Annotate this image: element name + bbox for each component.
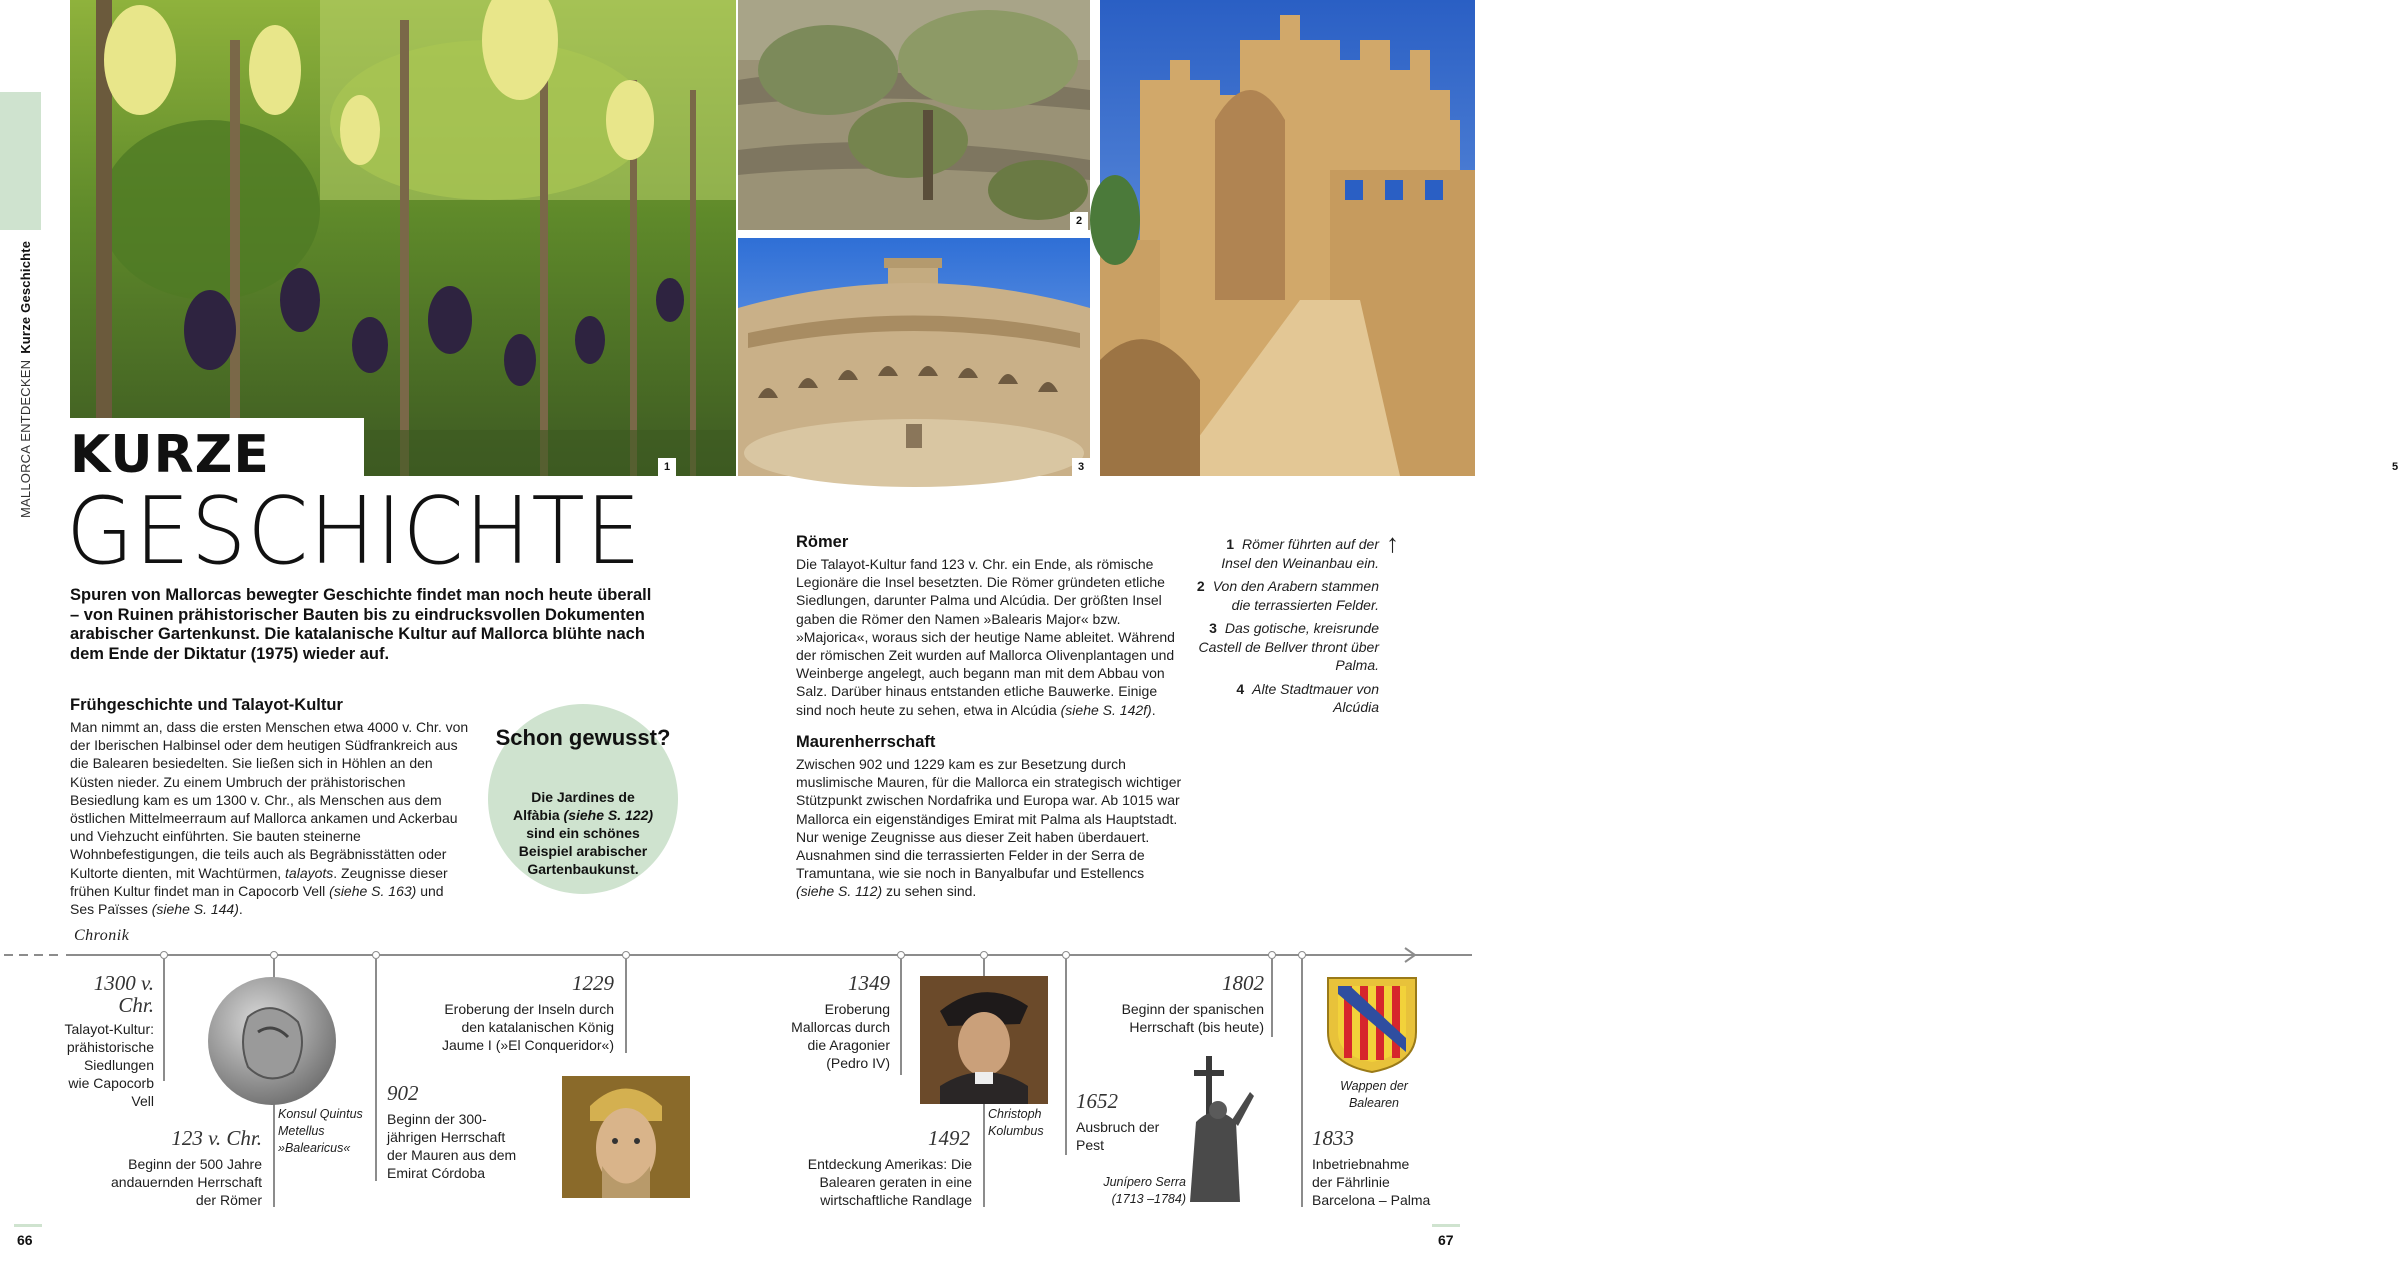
photo-number-5: 5 xyxy=(2386,458,2404,476)
event-123-year: 123 v. Chr. xyxy=(171,1126,262,1150)
page-number-left: 66 xyxy=(17,1232,33,1248)
columbus-portrait xyxy=(920,976,1048,1104)
text-mauren xyxy=(796,755,1186,901)
timeline-tick xyxy=(1298,951,1306,959)
photo-castell-bellver xyxy=(738,238,1090,476)
caption-3 xyxy=(1195,619,1379,675)
event-1652-year: 1652 xyxy=(1076,1089,1118,1113)
event-902-text: Beginn der 300-jährigen Herrschaft der Mauren aus dem Emirat Córdoba xyxy=(387,1111,517,1181)
heading-roemer: Römer xyxy=(796,533,849,551)
photo-captions xyxy=(1195,535,1379,722)
circle-ref: (siehe S. 122) xyxy=(563,807,654,823)
roemer-ref: (siehe S. 142f) xyxy=(1060,701,1152,718)
did-you-know-circle xyxy=(488,704,678,894)
timeline-connector xyxy=(625,959,627,1053)
page-number-right: 67 xyxy=(1438,1232,1454,1248)
did-you-know-heading: Schon gewusst? xyxy=(495,725,671,750)
photo-stadtmauer xyxy=(1100,0,2399,476)
did-you-know-text xyxy=(508,788,658,878)
wappen-caption: Wappen der Balearen xyxy=(1340,1079,1408,1110)
coin-caption: Konsul Quintus Metellus »Balearicus« xyxy=(278,1107,363,1155)
caption-1-num: 1 xyxy=(1226,536,1235,552)
photo-olive-terraces xyxy=(738,0,1090,230)
event-1652-text: Ausbruch der Pest xyxy=(1076,1119,1160,1153)
timeline-tick xyxy=(980,951,988,959)
event-1229-text: Eroberung der Inseln durch den katalanischen König Jaume I (»El Conqueridor«) xyxy=(442,1001,614,1053)
timeline-connector xyxy=(900,959,902,1075)
caption-3-num: 3 xyxy=(1209,620,1217,636)
event-1833-year: 1833 xyxy=(1312,1126,1354,1150)
timeline-tick xyxy=(622,951,630,959)
frueh-text1: Man nimmt an, dass die ersten Menschen etwa 4000 v. Chr. von der Iberischen Halbinsel oder dem heutigen Südfrankreich aus die Balearen besiedelten. Sie ließen sich in Höhlen an den Küsten nieder. Zu einem Umbruch der prähistorischen Besiedlung kam es um 1300 v. Chr., als Menschen aus dem östlichen Mittelmeerraum auf Mallorca ankamen und Ackerbau und Viehzucht einführten. Sie bauten steinerne Wohnbefestigungen, die teils auch als Begräbnisstätten oder Kultorte dienten, mit Wachtürmen, xyxy=(70,719,469,881)
photo-vineyard xyxy=(70,0,736,476)
timeline-arrow-icon xyxy=(1402,946,1420,964)
photo-number-1: 1 xyxy=(658,458,676,476)
circle-text2: sind ein schönes Beispiel arabischer Gartenbaukunst. xyxy=(518,825,648,877)
text-roemer xyxy=(796,555,1186,719)
frueh-text3: und Ses Païsses xyxy=(70,882,444,918)
section-label: MALLORCA ENTDECKEN xyxy=(18,359,33,518)
chapter-label: Kurze Geschichte xyxy=(18,240,33,354)
page-title-line2 xyxy=(66,477,679,585)
caption-3-text: Das gotische, kreisrunde Castell de Bellver thront über Palma. xyxy=(1198,620,1379,673)
arrow-up-icon: ↑ xyxy=(1386,528,1399,558)
event-1802-text: Beginn der spanischen Herrschaft (bis heute) xyxy=(1121,1001,1264,1035)
balearen-coat-of-arms xyxy=(1322,972,1422,1076)
timeline-dash xyxy=(4,954,64,956)
timeline-tick xyxy=(1062,951,1070,959)
heading-mauren: Maurenherrschaft xyxy=(796,733,936,751)
timeline-connector xyxy=(163,959,165,1081)
event-1300-year: 1300 v. Chr. xyxy=(93,971,154,1017)
timeline-tick xyxy=(270,951,278,959)
photo-number-2: 2 xyxy=(1070,212,1088,230)
event-1349-year: 1349 xyxy=(848,971,890,995)
timeline-connector xyxy=(1301,959,1303,1207)
circle-text1: Die Jardines de Alfàbia xyxy=(512,789,635,823)
page-bar-right xyxy=(1432,1224,1460,1227)
mauren-text2: zu sehen sind. xyxy=(886,883,977,900)
event-1492-year: 1492 xyxy=(928,1126,970,1150)
lead-paragraph: Spuren von Mallorcas bewegter Geschichte findet man noch heute überall – von Ruinen prähistorischer Bauten bis zu eindrucksvollen Dokumenten arabischer Gartenkunst. Die katalanische Kultur auf Mallorca blühte nach dem Ende der Diktatur (1975) wieder auf. xyxy=(70,586,652,663)
timeline-tick xyxy=(372,951,380,959)
mauren-text1: Zwischen 902 und 1229 kam es zur Besetzung durch muslimische Mauren, für die Mallorca ein strategisch wichtiger Stützpunkt zwischen Nordafrika und Europa war. Ab 1015 war Mallorca ein eigenständiges Emirat mit Palma als Hauptstadt. Nur wenige Zeugnisse aus dieser Zeit haben überdauert. Ausnahmen sind die terrassierten Felder in der Serra de Tramuntana, wie sie noch in Banyalbufar und Estellencs xyxy=(796,756,1182,882)
caption-1 xyxy=(1195,535,1379,572)
serra-caption: Junípero Serra (1713 –1784) xyxy=(1103,1175,1186,1206)
caption-2-text: Von den Arabern stammen die terrassierten Felder. xyxy=(1212,578,1379,613)
frueh-ref1: (siehe S. 163) xyxy=(329,882,417,899)
page-title-line2-text: GESCHICHTE xyxy=(66,477,642,585)
timeline-label: Chronik xyxy=(74,927,130,944)
page-bar-left xyxy=(14,1224,42,1227)
frueh-ref2: (siehe S. 144) xyxy=(151,901,239,918)
event-1833-text: Inbetriebnahme der Fährlinie Barcelona – Palma xyxy=(1312,1156,1431,1208)
coin-image xyxy=(208,977,336,1105)
roemer-text2: . xyxy=(1151,701,1156,718)
king-portrait xyxy=(562,1076,690,1198)
event-1492-text: Entdeckung Amerikas: Die Balearen geraten in eine wirtschaftliche Randlage xyxy=(807,1156,972,1208)
frueh-text4: . xyxy=(238,901,243,918)
event-1229-year: 1229 xyxy=(572,971,614,995)
event-902-year: 902 xyxy=(387,1081,419,1105)
caption-4-num: 4 xyxy=(1236,680,1245,697)
event-1300-text: Talayot-Kultur: prähistorische Siedlungen wie Capocorb Vell xyxy=(64,1021,154,1109)
caption-2-num: 2 xyxy=(1196,578,1205,594)
chapter-tab xyxy=(0,92,41,230)
caption-4-text: Alte Stadtmauer von Alcúdia xyxy=(1252,680,1379,715)
timeline-tick xyxy=(160,951,168,959)
event-123-text: Beginn der 500 Jahre andauernden Herrschaft der Römer xyxy=(111,1156,262,1208)
columbus-caption: Christoph Kolumbus xyxy=(988,1107,1044,1138)
frueh-text2: . Zeugnisse dieser frühen Kultur findet man in Capocorb Vell xyxy=(70,864,448,899)
event-1802-year: 1802 xyxy=(1222,971,1264,995)
frueh-italic1: talayots xyxy=(285,864,334,881)
timeline-connector xyxy=(1271,959,1273,1037)
caption-2 xyxy=(1195,577,1379,614)
event-1349-text: Eroberung Mallorcas durch die Aragonier (Pedro IV) xyxy=(791,1001,890,1071)
timeline-tick xyxy=(1268,951,1276,959)
heading-fruehgeschichte: Frühgeschichte und Talayot-Kultur xyxy=(70,696,343,714)
text-fruehgeschichte xyxy=(70,718,470,918)
timeline-tick xyxy=(897,951,905,959)
running-head xyxy=(18,238,48,518)
caption-4 xyxy=(1195,680,1379,717)
roemer-text1: Die Talayot-Kultur fand 123 v. Chr. ein Ende, als römische Legionäre die Insel besetzten. Die Römer gründeten etliche Siedlungen, darunter Palma und Alcúdia. Der größten Insel gaben die Römer den Namen »Balearis Major« bzw. »Majorica«, woraus sich der heutige Name ableitet. Während der römischen Zeit wurden auf Mallorca Olivenplantagen und Weinberge angelegt, auch begann man mit dem Abbau von Salz. Darüber hinaus entstanden etliche Bauwerke. Einige sind noch heute zu sehen, etwa in Alcúdia xyxy=(796,556,1175,718)
page-title-line1: KURZE xyxy=(70,425,270,485)
photo-number-3: 3 xyxy=(1072,458,1090,476)
mauren-ref: (siehe S. 112) xyxy=(796,883,883,900)
caption-1-text: Römer führten auf der Insel den Weinanbau ein. xyxy=(1221,536,1379,571)
